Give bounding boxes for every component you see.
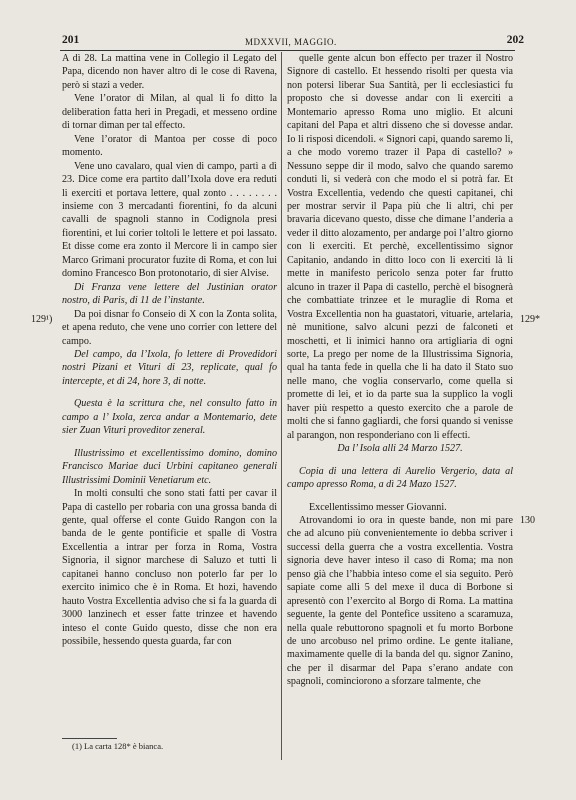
paragraph: Vene l’orator di Mantoa per cosse di poco momento. — [62, 133, 277, 159]
margin-note-129-right: 129* — [520, 314, 540, 325]
paragraph: In molti consulti che sono stati fatti per cavar il Papa di castello per robaria con una grossa banda di gente, qual offerse el conte Guido Rangon con la banda de le gente pontificie et spalle di Vostra Excellentia a intrar per forza in Roma, Vostra Signoria, il signor marchese di Saluzo et tutti li capitanei hanno concluso non poterlo far per lo exercito inimico che è in Roma. Et hozi, havendo hauto Vostra Excellentia adviso che si fa la guarda di 3000 lanzinech et esser fatte trinzee et havendo inteso el conte Guido questo, disse che non era possibile, hessendo questa guarda, far con — [62, 488, 277, 648]
running-title: MDXXVII, MAGGIO. — [245, 37, 337, 47]
header-rule — [60, 50, 515, 51]
paragraph: Illustrissimo et excellentissimo domino, domino Francisco Mariae duci Urbini capitaneo generali Illustrissimi Dominii Venetiarum etc. — [62, 447, 277, 486]
paragraph: Di Franza vene lettere del Justinian orator nostro, di Paris, di 11 de l’instante. — [62, 281, 277, 307]
paragraph: A dì 28. La mattina vene in Collegio il Legato del Papa, dicendo non haver altro di le cose di Ravena, però si stazi a veder. — [62, 53, 277, 91]
footnote-rule — [62, 738, 117, 739]
paragraph: quelle gente alcun bon effecto per trazer il Nostro Signore di castello. Et hessendo risolti per questa via non potersi liberar Sua Santità, per li ecclesiastici fu proposto che si dovesse andar con li exerciti a Montemario apresso Roma uno miglio. Et alcuni capitani del Papa et altri disseno che si dovesse andar. Io li risposi dicendoli. « Signori capi, quando saremo li, a che modo voremo trazer il Papa di castello? » Nessuno seppe dir il modo, salvo che quando saremo conduti li, si vederà con che modo el si potrà far. Et Vostra Excellentia, vedendo che questi capitanei, chi per mostrar servir il Papa più che li altri, chi per bravaria dicevano questo, disse che dimane l’anderia a veder il ditto alozamento, per andarge poi l’altro giorno con li exerciti. Et perchè, excellentissimo signor Capitanio, andando in ditto loco con li exerciti là li mette in manifesto pericolo senza poter far frutto alcuno in trazer il Papa di castello, perchè el bisognerà che combattiate trinzee et le muraglie di Roma et Vostra Excellentia non ha guastatori, vituarie, artelaria, nè munitione, salvo alcuni pezzi de falconeti et moschetti, et li inimici hanno ora artigliaria di ogni sorte, La prego per nome de la Illustrissima Signoria, qual ha tanta fede in quella che li ha dato il Stato suo nelle mano, che voglia conservarlo, come quella si promette di lei, et io da parte sua la supplico la vogli haver più respetto a questo exercito che a parole de molti che si fanno gagliardi, che forsi quando si venisse al parangon, non responderiano con li effecti. — [287, 53, 513, 441]
paragraph: Atrovandomi io ora in queste bande, non mi pare che ad alcuno più convenientemente io debba scriver i successi della guerra che a vostra excellentia. Vostra signoria deve haver inteso il caso di Roma; ma non penso già che l’habbia inteso come el sia seguito. Però sapiate come alli 5 del mexe il duca di Borbone si apresentò con l’exercito al Borgo di Roma. La mattina seguente, la gente del Pontefice ussiteno a scaramuza, nella quale rebuttorono spagnoli et fu morto Borbone de uno arcobuso nel primo ordine. Le gente italiane, maximamente quelle di la banda del qu. signor Zanino, che per il disarmar del Papa s’erano andate con spagnoli, cominciorono a sforzare talmente, che — [287, 514, 513, 688]
right-column — [287, 52, 513, 689]
paragraph: Vene l’orator di Milan, al qual li fo ditto la deliberation fatta heri in Pregadi, et messeno ordine di tornar diman per tal effecto. — [62, 93, 277, 132]
paragraph-gap — [287, 456, 513, 465]
paragraph-gap — [62, 438, 277, 447]
paragraph-gap — [287, 492, 513, 501]
paragraph: Da poi disnar fo Conseio di X con la Zonta solita, et apena reduto, che vene uno corrier con lettere del campo. — [62, 308, 277, 347]
page-number-right: 202 — [506, 34, 524, 46]
paragraph: Excellentissimo messer Giovanni. — [309, 501, 447, 513]
page-number-left: 201 — [62, 34, 80, 46]
paragraph: Vene uno cavalaro, qual vien di campo, partì a dì 23. Dice come era partito dall’Ixola dove era reduti li exerciti et portava lettere, qual zonto . . . . . . . . insieme con 3 mercadanti fiorentini, fo da alcuni cavalli de spagnoli stanno in Codignola presi fiorentini, et lui corier toltoli le lettere et poi lassato. Et disse come era zonto il Mercore li in campo sier Marco Grimani procurator fuzite di Roma, et con lui domino Francesco Bon protonotario, di sier Alvise. — [62, 160, 277, 280]
paragraph: Copia di una lettera di Aurelio Vergerio, data al campo apresso Roma, a dì 24 Mazo 1527. — [287, 465, 513, 491]
left-column — [62, 52, 277, 648]
paragraph: Questa è la scrittura che, nel consulto fatto in campo a l’ Ixola, zerca andar a Montemario, dete sier Zuan Vituri proveditor zeneral. — [62, 398, 277, 437]
margin-note-129-left: 129¹) — [31, 314, 53, 325]
column-divider — [281, 52, 282, 760]
paragraph-gap — [62, 388, 277, 397]
paragraph: Da l’ Isola alli 24 Marzo 1527. — [337, 443, 463, 455]
footnote: (1) La carta 128* è bianca. — [72, 741, 164, 751]
margin-note-130: 130 — [520, 515, 535, 526]
paragraph: Del campo, da l’Ixola, fo lettere di Provedidori nostri Pizani et Vituri di 23, replicate, qual fo intercepte, et di 24, hore 3, di notte. — [62, 348, 277, 387]
